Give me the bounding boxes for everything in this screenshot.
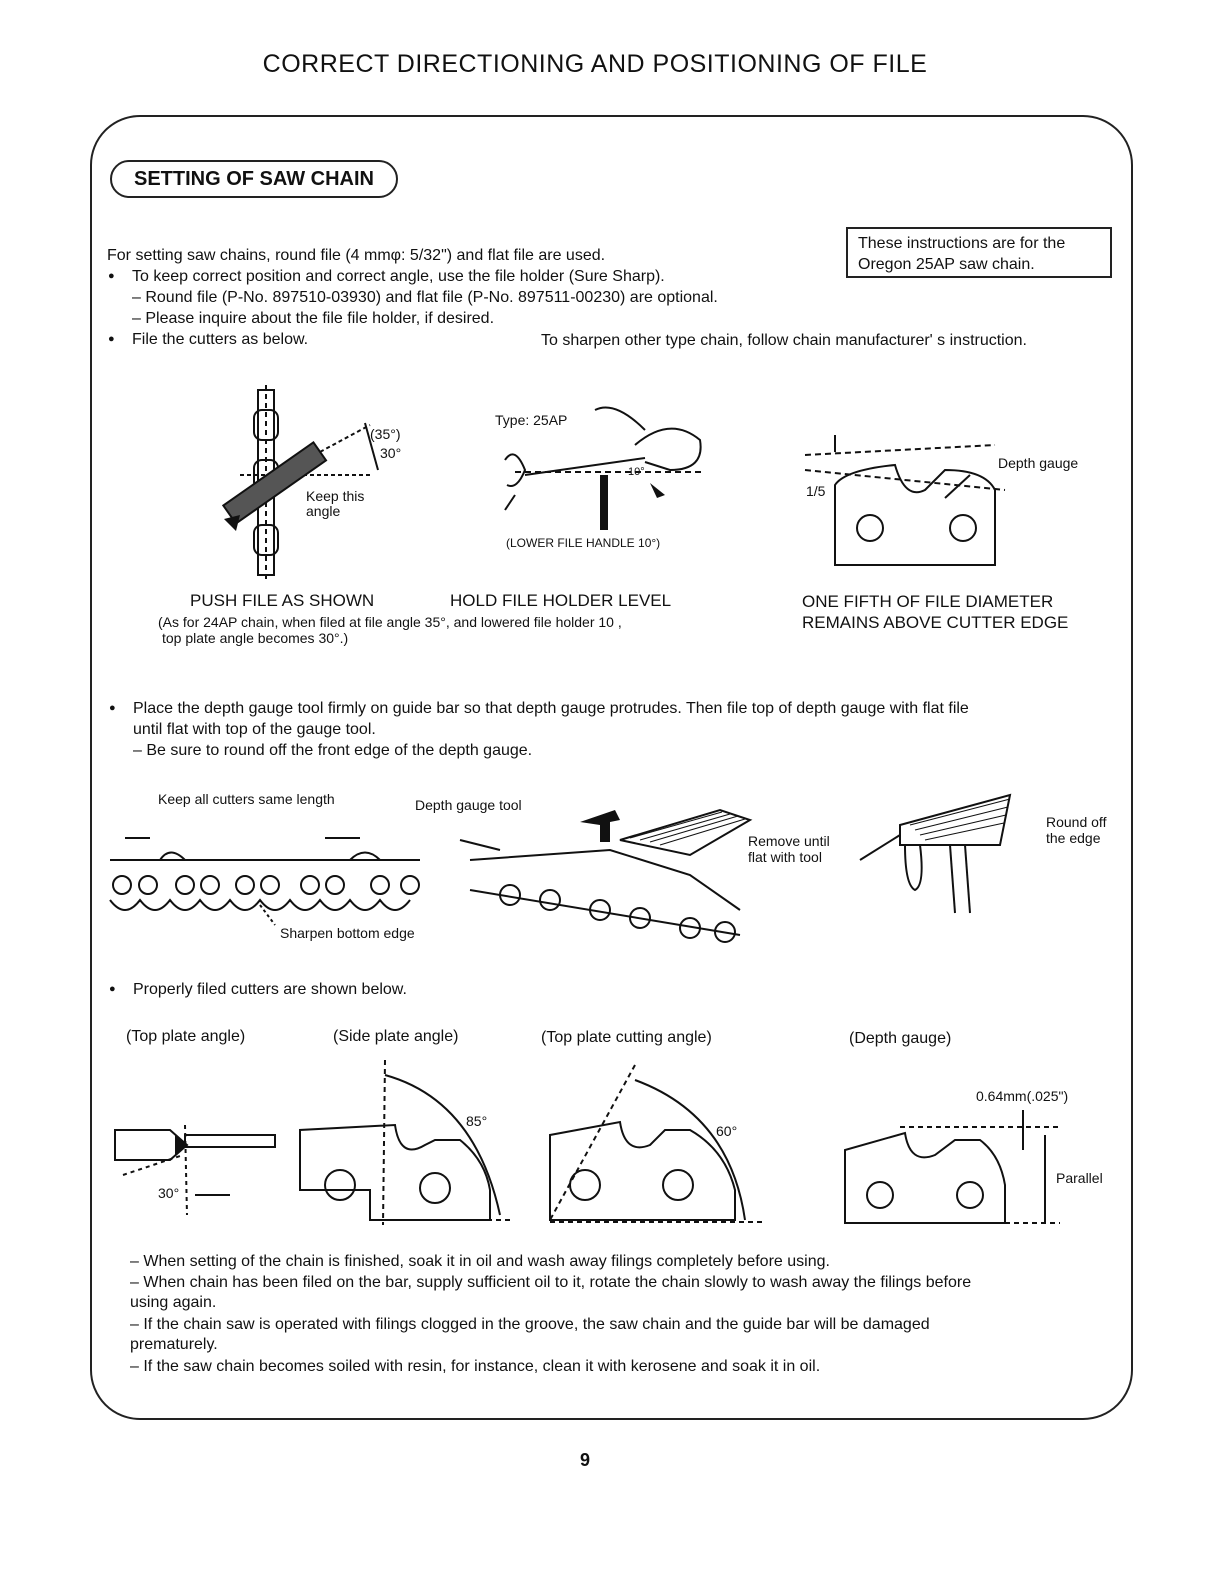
caption-push: PUSH FILE AS SHOWN	[190, 591, 375, 610]
chain-diagram	[110, 830, 430, 925]
intro-dash-1: – Round file (P-No. 897510-03930) and flat file (P-No. 897511-00230) are optional.	[132, 289, 718, 306]
keep-angle-label-1: Keep this	[306, 488, 365, 504]
side-plate-angle-diagram	[295, 1060, 515, 1225]
type-label: Type: 25AP	[495, 412, 568, 428]
angle-60-label: 60°	[716, 1123, 738, 1139]
intro-bullet-1: ● To keep correct position and correct angle, use the file holder (Sure Sharp).	[132, 266, 665, 287]
ten-degree-label: 10°	[628, 466, 645, 478]
caption-fifth-2: REMAINS ABOVE CUTTER EDGE	[802, 613, 1069, 632]
final-note-4: – If the saw chain becomes soiled with resin, for instance, clean it with kerosene and soak it in oil.	[130, 1358, 821, 1375]
top-cutting-angle-diagram	[540, 1060, 770, 1225]
final-note-2-cont: using again.	[130, 1294, 217, 1311]
lower-handle-label: (LOWER FILE HANDLE 10°)	[506, 536, 661, 550]
push-file-diagram	[200, 385, 400, 585]
depth-gauge-caption: (Depth gauge)	[849, 1030, 952, 1047]
caption-note-2: top plate angle becomes 30°.)	[162, 630, 349, 646]
page-number: 9	[579, 1450, 590, 1470]
other-chain-note: To sharpen other type chain, follow chain manufacturer' s instruction.	[541, 332, 1027, 349]
final-note-3-cont: prematurely.	[130, 1336, 218, 1353]
depth-bullet: ● Place the depth gauge tool firmly on guide bar so that depth gauge protrudes. Then file top of depth gauge with flat file	[133, 698, 969, 719]
keep-angle-label-2: angle	[306, 503, 341, 519]
side-plate-caption: (Side plate angle)	[333, 1028, 459, 1045]
intro-dash-2: – Please inquire about the file file holder, if desired.	[132, 310, 495, 327]
section-title: SETTING OF SAW CHAIN	[110, 160, 398, 198]
note-line-2: Oregon 25AP saw chain.	[858, 256, 1035, 273]
filed-bullet: ● Properly filed cutters are shown below.	[133, 979, 407, 1000]
angle-30-fig3: 30°	[158, 1185, 180, 1201]
note-line-1: These instructions are for the	[858, 235, 1066, 252]
angle-30-label: 30°	[380, 445, 402, 461]
caption-fifth-1: ONE FIFTH OF FILE DIAMETER	[802, 592, 1054, 611]
angle-35-label: (35°)	[370, 426, 401, 442]
one-fifth-label: 1/5	[806, 483, 826, 499]
top-cutting-caption: (Top plate cutting angle)	[541, 1029, 712, 1046]
round-off-diagram	[860, 785, 1040, 915]
depth-dash: – Be sure to round off the front edge of the depth gauge.	[133, 742, 533, 759]
keep-same-label: Keep all cutters same length	[158, 791, 335, 807]
dim-label: 0.64mm(.025")	[976, 1088, 1069, 1104]
angle-85-label: 85°	[466, 1113, 488, 1129]
depth-gauge-label: Depth gauge	[998, 455, 1079, 471]
remove-label-1: Remove until	[748, 833, 830, 849]
depth-gauge-spec-diagram	[840, 1105, 1070, 1230]
caption-hold: HOLD FILE HOLDER LEVEL	[450, 591, 672, 610]
note-box	[846, 227, 1112, 278]
sharpen-bottom-label: Sharpen bottom edge	[280, 925, 415, 941]
caption-note-1: (As for 24AP chain, when filed at file angle 35°, and lowered file holder 10 ,	[158, 614, 622, 630]
page-title: CORRECT DIRECTIONING AND POSITIONING OF FILE	[262, 50, 928, 78]
top-plate-angle-diagram	[115, 1115, 285, 1215]
round-off-label-1: Round off	[1046, 814, 1107, 830]
parallel-label: Parallel	[1056, 1170, 1103, 1186]
top-plate-caption: (Top plate angle)	[126, 1028, 246, 1045]
tool-label: Depth gauge tool	[415, 797, 522, 813]
depth-bullet-cont: until flat with top of the gauge tool.	[133, 721, 376, 738]
final-note-1: – When setting of the chain is finished, soak it in oil and wash away filings completely before using.	[130, 1253, 830, 1270]
intro-line: For setting saw chains, round file (4 mmφ: 5/32") and flat file are used.	[107, 247, 606, 264]
depth-gauge-tool-diagram	[460, 800, 750, 950]
remove-label-2: flat with tool	[748, 849, 822, 865]
final-note-2: – When chain has been filed on the bar, supply sufficient oil to it, rotate the chain slowly to wash away the filings before	[130, 1274, 972, 1291]
one-fifth-diagram	[805, 430, 1005, 570]
intro-bullet-2: ● File the cutters as below.	[132, 329, 308, 350]
round-off-label-2: the edge	[1046, 830, 1101, 846]
final-note-3: – If the chain saw is operated with filings clogged in the groove, the saw chain and the guide bar will be damaged	[130, 1316, 930, 1333]
